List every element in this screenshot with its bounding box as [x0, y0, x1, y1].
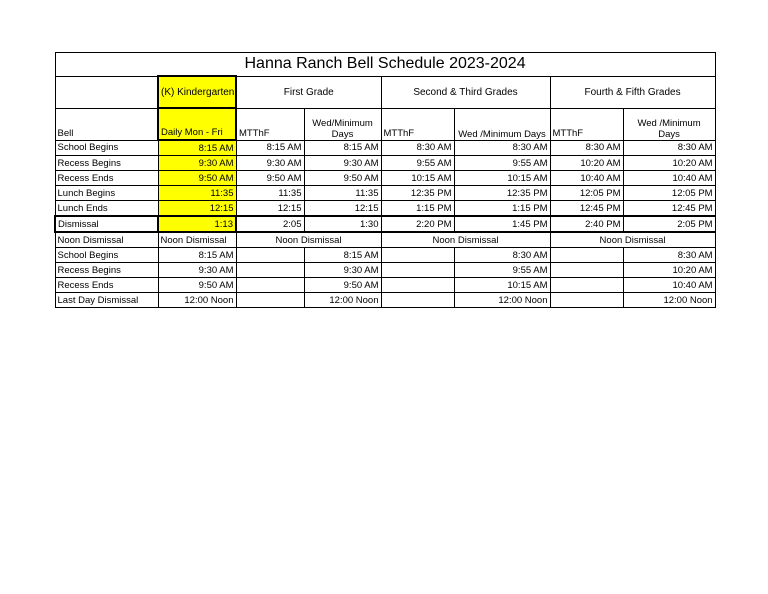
time-cell: 11:35 [158, 186, 236, 201]
row-label: Lunch Begins [55, 186, 158, 201]
header-g45-mtthf: MTThF [550, 108, 623, 140]
time-cell: 1:30 [304, 216, 381, 232]
time-cell: 2:05 PM [623, 216, 715, 232]
time-cell: 8:30 AM [454, 140, 550, 156]
time-cell: 1:45 PM [454, 216, 550, 232]
noon-schedule-row [55, 293, 715, 308]
time-cell: 8:30 AM [381, 140, 454, 156]
time-cell: 9:50 AM [304, 171, 381, 186]
time-cell: 12:35 PM [454, 186, 550, 201]
time-cell: 10:40 AM [550, 171, 623, 186]
time-cell [236, 248, 304, 263]
time-cell: 1:13 [158, 216, 236, 232]
time-cell: 11:35 [236, 186, 304, 201]
noon-dismissal-g23: Noon Dismissal [381, 232, 550, 248]
time-cell: 12:45 PM [550, 201, 623, 217]
time-cell: 10:15 AM [381, 171, 454, 186]
time-cell: 8:30 AM [550, 140, 623, 156]
bell-schedule-table [54, 52, 716, 308]
time-cell [550, 278, 623, 293]
header-g1-mtthf: MTThF [236, 108, 304, 140]
noon-schedule-row [55, 248, 715, 263]
time-cell: 12:00 Noon [454, 293, 550, 308]
time-cell: 9:30 AM [158, 156, 236, 171]
time-cell: 12:15 [158, 201, 236, 217]
time-cell: 10:40 AM [623, 171, 715, 186]
time-cell: 12:00 Noon [623, 293, 715, 308]
schedule-row [55, 216, 715, 232]
time-cell [381, 248, 454, 263]
time-cell: 10:40 AM [623, 278, 715, 293]
time-cell: 8:15 AM [158, 248, 236, 263]
noon-schedule-row [55, 263, 715, 278]
time-cell [381, 278, 454, 293]
time-cell: 8:15 AM [304, 140, 381, 156]
noon-schedule-rows [55, 248, 715, 308]
row-label: Recess Ends [55, 171, 158, 186]
time-cell: 8:30 AM [623, 140, 715, 156]
row-label: School Begins [55, 248, 158, 263]
time-cell: 8:15 AM [236, 140, 304, 156]
noon-schedule-row [55, 278, 715, 293]
time-cell: 2:20 PM [381, 216, 454, 232]
main-schedule-rows [55, 140, 715, 232]
schedule-row [55, 156, 715, 171]
grade-kindergarten: (K) Kindergarten [158, 76, 236, 108]
time-cell: 8:30 AM [623, 248, 715, 263]
time-cell: 9:55 AM [454, 263, 550, 278]
time-cell: 12:00 Noon [158, 293, 236, 308]
row-label: Lunch Ends [55, 201, 158, 217]
row-label: Recess Ends [55, 278, 158, 293]
time-cell: 10:15 AM [454, 171, 550, 186]
noon-dismissal-g45: Noon Dismissal [550, 232, 715, 248]
time-cell: 10:20 AM [623, 263, 715, 278]
row-label: Recess Begins [55, 263, 158, 278]
time-cell [236, 278, 304, 293]
grade-second-third: Second & Third Grades [381, 76, 550, 108]
header-g23-mtthf: MTThF [381, 108, 454, 140]
time-cell: 9:50 AM [158, 171, 236, 186]
time-cell: 10:20 AM [550, 156, 623, 171]
time-cell: 9:50 AM [158, 278, 236, 293]
page-title: Hanna Ranch Bell Schedule 2023-2024 [55, 53, 715, 77]
time-cell: 10:15 AM [454, 278, 550, 293]
time-cell [381, 263, 454, 278]
time-cell [550, 293, 623, 308]
time-cell: 9:50 AM [304, 278, 381, 293]
time-cell: 9:50 AM [236, 171, 304, 186]
time-cell: 1:15 PM [381, 201, 454, 217]
time-cell [236, 293, 304, 308]
row-label: School Begins [55, 140, 158, 156]
noon-dismissal-g1: Noon Dismissal [236, 232, 381, 248]
time-cell: 9:30 AM [158, 263, 236, 278]
schedule-row [55, 186, 715, 201]
row-label: Recess Begins [55, 156, 158, 171]
schedule-row [55, 201, 715, 217]
time-cell [381, 293, 454, 308]
time-cell: 9:55 AM [381, 156, 454, 171]
header-k-daily: Daily Mon - Fri [158, 108, 236, 140]
time-cell: 8:15 AM [304, 248, 381, 263]
header-g1-wed: Wed/Minimum Days [304, 108, 381, 140]
time-cell: 12:15 [236, 201, 304, 217]
time-cell: 9:30 AM [236, 156, 304, 171]
time-cell [550, 263, 623, 278]
time-cell: 9:55 AM [454, 156, 550, 171]
bell-schedule-sheet [54, 52, 714, 308]
time-cell: 12:35 PM [381, 186, 454, 201]
row-label: Dismissal [55, 216, 158, 232]
time-cell [236, 263, 304, 278]
time-cell: 10:20 AM [623, 156, 715, 171]
time-cell: 12:15 [304, 201, 381, 217]
noon-dismissal-k: Noon Dismissal [158, 232, 236, 248]
schedule-row [55, 171, 715, 186]
grade-fourth-fifth: Fourth & Fifth Grades [550, 76, 715, 108]
noon-dismissal-label: Noon Dismissal [55, 232, 158, 248]
time-cell: 8:30 AM [454, 248, 550, 263]
row-label: Last Day Dismissal [55, 293, 158, 308]
time-cell: 2:40 PM [550, 216, 623, 232]
time-cell: 1:15 PM [454, 201, 550, 217]
header-g45-wed: Wed /Minimum Days [623, 108, 715, 140]
time-cell: 12:00 Noon [304, 293, 381, 308]
time-cell: 9:30 AM [304, 156, 381, 171]
blank-cell [55, 76, 158, 108]
time-cell: 12:05 PM [550, 186, 623, 201]
time-cell: 8:15 AM [158, 140, 236, 156]
header-g23-wed: Wed /Minimum Days [454, 108, 550, 140]
time-cell: 9:30 AM [304, 263, 381, 278]
time-cell: 11:35 [304, 186, 381, 201]
time-cell: 12:05 PM [623, 186, 715, 201]
time-cell: 2:05 [236, 216, 304, 232]
header-bell: Bell [55, 108, 158, 140]
grade-first: First Grade [236, 76, 381, 108]
schedule-row [55, 140, 715, 156]
time-cell [550, 248, 623, 263]
time-cell: 12:45 PM [623, 201, 715, 217]
